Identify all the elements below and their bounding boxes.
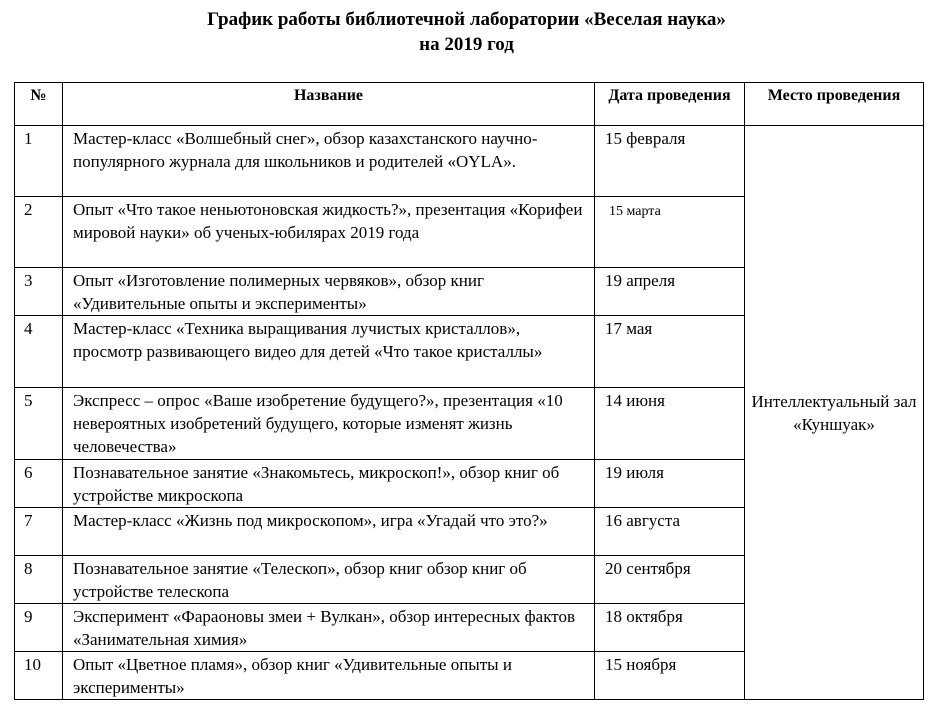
event-date: 14 июня — [595, 388, 745, 460]
event-name: Экспресс – опрос «Ваше изобретение будущего?», презентация «10 невероятных изобретений будущего, которые изменят жизнь человечества» — [63, 388, 595, 460]
row-number: 9 — [15, 604, 63, 652]
event-name: Мастер-класс «Техника выращивания лучистых кристаллов», просмотр развивающего видео для детей «Что такое кристаллы» — [63, 316, 595, 388]
event-date: 16 августа — [595, 508, 745, 556]
event-date: 18 октября — [595, 604, 745, 652]
event-name: Опыт «Цветное пламя», обзор книг «Удивительные опыты и эксперименты» — [63, 652, 595, 700]
event-date: 15 ноября — [595, 652, 745, 700]
schedule-table — [14, 82, 924, 700]
row-number: 3 — [15, 268, 63, 316]
event-name: Опыт «Изготовление полимерных червяков», обзор книг «Удивительные опыты и эксперименты» — [63, 268, 595, 316]
event-date: 20 сентября — [595, 556, 745, 604]
event-name: Мастер-класс «Волшебный снег», обзор казахстанского научно-популярного журнала для школьников и родителей «OYLA». — [63, 126, 595, 197]
event-name: Эксперимент «Фараоновы змеи + Вулкан», обзор интересных фактов «Занимательная химия» — [63, 604, 595, 652]
row-number: 5 — [15, 388, 63, 460]
event-date-text: 15 марта — [609, 204, 661, 219]
row-number: 10 — [15, 652, 63, 700]
table-row — [15, 126, 924, 197]
event-name: Познавательное занятие «Телескоп», обзор книг обзор книг об устройстве телескопа — [63, 556, 595, 604]
header-place: Место проведения — [745, 83, 924, 126]
row-number: 2 — [15, 197, 63, 268]
event-name: Мастер-класс «Жизнь под микроскопом», игра «Угадай что это?» — [63, 508, 595, 556]
row-number: 6 — [15, 460, 63, 508]
event-date: 15 февраля — [595, 126, 745, 197]
header-date: Дата проведения — [595, 83, 745, 126]
header-name: Название — [63, 83, 595, 126]
document-subtitle: на 2019 год — [419, 34, 514, 55]
table-header-row — [15, 83, 924, 126]
event-date: 19 июля — [595, 460, 745, 508]
event-date — [595, 197, 745, 268]
document-title: График работы библиотечной лаборатории «Веселая наука» — [207, 9, 726, 30]
row-number: 8 — [15, 556, 63, 604]
header-number: № — [15, 83, 63, 126]
event-date: 17 мая — [595, 316, 745, 388]
row-number: 4 — [15, 316, 63, 388]
event-name: Опыт «Что такое неньютоновская жидкость?», презентация «Корифеи мировой науки» об ученых-юбилярах 2019 года — [63, 197, 595, 268]
row-number: 7 — [15, 508, 63, 556]
row-number: 1 — [15, 126, 63, 197]
event-place: Интеллектуальный зал «Куншуак» — [745, 126, 924, 700]
event-name: Познавательное занятие «Знакомьтесь, микроскоп!», обзор книг об устройстве микроскопа — [63, 460, 595, 508]
event-date: 19 апреля — [595, 268, 745, 316]
